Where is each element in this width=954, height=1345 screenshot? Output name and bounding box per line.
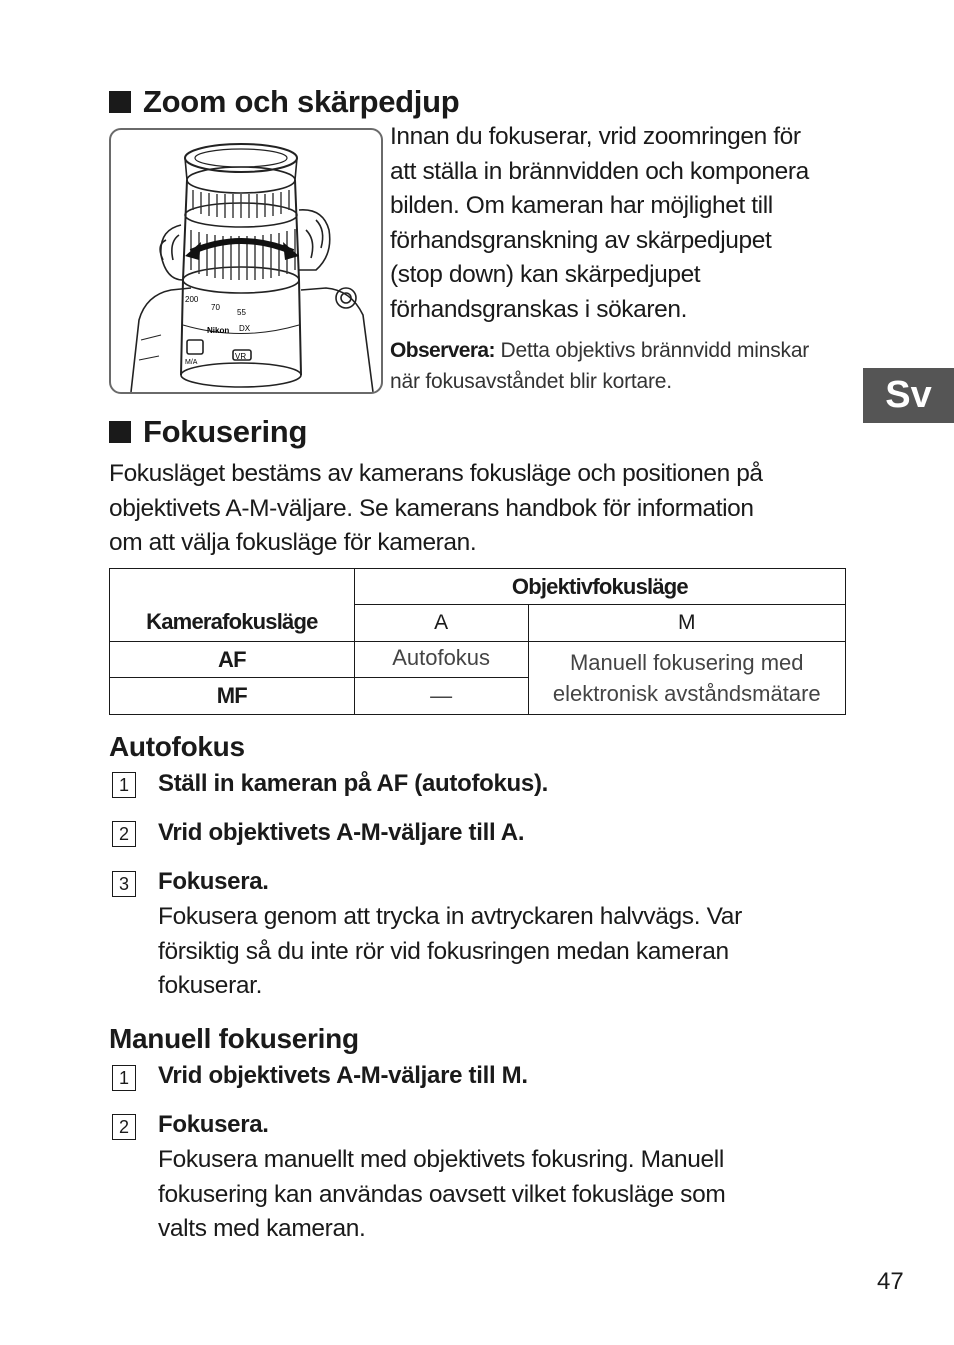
zoom-line-2: att ställa in brännvidden och komponera [390,157,809,185]
focus-section-heading [109,414,307,450]
af-step-3-line-2: försiktig så du inte rör vid fokusringen medan kameran [158,937,729,965]
note-line-1: Detta objektivs brännvidd minskar [500,339,810,362]
zoom-mark-200: 200 [185,295,199,304]
af-step-2-number: 2 [112,821,136,847]
language-tab: Sv [863,368,954,423]
mf-step-2-line-1: Fokusera manuellt med objektivets fokusring. Manuell [158,1146,724,1173]
page-number: 47 [877,1268,904,1295]
af-step-3-body [158,900,858,1004]
mf-step-1-number: 1 [112,1065,136,1091]
zoom-note [390,335,850,397]
focus-line-1: Fokusläget bestäms av kamerans fokusläge och positionen på [109,460,763,487]
note-line-2: när fokusavståndet blir kortare. [390,370,672,393]
lens-brand: Nikon [207,326,230,335]
vr-badge: VR [235,352,247,361]
lens-focus-mode-header: Objektivfokusläge [354,569,845,605]
focus-paragraph [109,457,854,561]
zoom-line-5: (stop down) kan skärpedjupet [390,261,701,289]
camera-focus-mode-header: Kamerafokusläge [110,569,355,642]
af-step-2-title: Vrid objektivets A-M-väljare till A. [158,819,525,846]
mode-m-cell [528,642,846,715]
zoom-line-1: Innan du fokuserar, vrid zoomringen för [390,123,801,150]
zoom-section-heading [109,84,459,120]
focus-line-3: om att välja fokusläge för kameran. [109,529,477,557]
lens-illustration [109,128,383,394]
focus-mode-table [109,568,846,715]
square-bullet-icon [109,91,131,113]
focus-section-title: Fokusering [143,414,308,449]
mf-step-2-body [158,1143,858,1247]
af-step-3-line-3: fokuserar. [158,972,263,1000]
row-af-mode-a: Autofokus [354,642,528,678]
row-mf-label: MF [110,678,355,715]
row-mf-mode-a: — [354,678,528,715]
zoom-mark-55: 55 [237,308,246,317]
manual-focus-heading: Manuell fokusering [109,1023,359,1054]
mode-m-line-2: elektronisk avståndsmätare [552,681,821,706]
mf-step-2-number: 2 [112,1114,136,1140]
af-step-1-title: Ställ in kameran på AF (autofokus). [158,770,549,797]
mode-m-line-1: Manuell fokusering med [569,650,804,675]
lens-mode-m-header: M [528,605,846,642]
lens-mode-a-header: A [354,605,528,642]
focus-line-2: objektivets A-M-väljare. Se kamerans handbok för information [109,494,754,522]
zoom-paragraph [390,120,850,328]
zoom-line-6: förhandsgranskas i sökaren. [390,295,687,323]
af-step-3-title: Fokusera. [158,868,269,895]
zoom-section-title: Zoom och skärpedjup [143,84,460,119]
dx-badge: DX [239,324,251,333]
zoom-line-3: bilden. Om kameran har möjlighet till [390,192,773,220]
af-step-3-number: 3 [112,871,136,897]
zoom-line-4: förhandsgranskning av skärpedjupet [390,226,772,254]
switch-label: M/A [185,359,198,366]
mf-step-2-line-3: valts med kameran. [158,1215,366,1243]
af-step-3-line-1: Fokusera genom att trycka in avtryckaren halvvägs. Var [158,903,742,930]
af-step-1-number: 1 [112,772,136,798]
mf-step-2-line-2: fokusering kan användas oavsett vilket fokusläge som [158,1180,726,1208]
autofocus-heading: Autofokus [109,731,245,762]
zoom-mark-70: 70 [211,303,220,312]
mf-step-1-title: Vrid objektivets A-M-väljare till M. [158,1062,528,1089]
row-af-label: AF [110,642,355,678]
square-bullet-icon [109,421,131,443]
mf-step-2-title: Fokusera. [158,1111,269,1138]
note-label: Observera: [390,339,495,362]
lens-zoom-drawing [111,130,381,392]
